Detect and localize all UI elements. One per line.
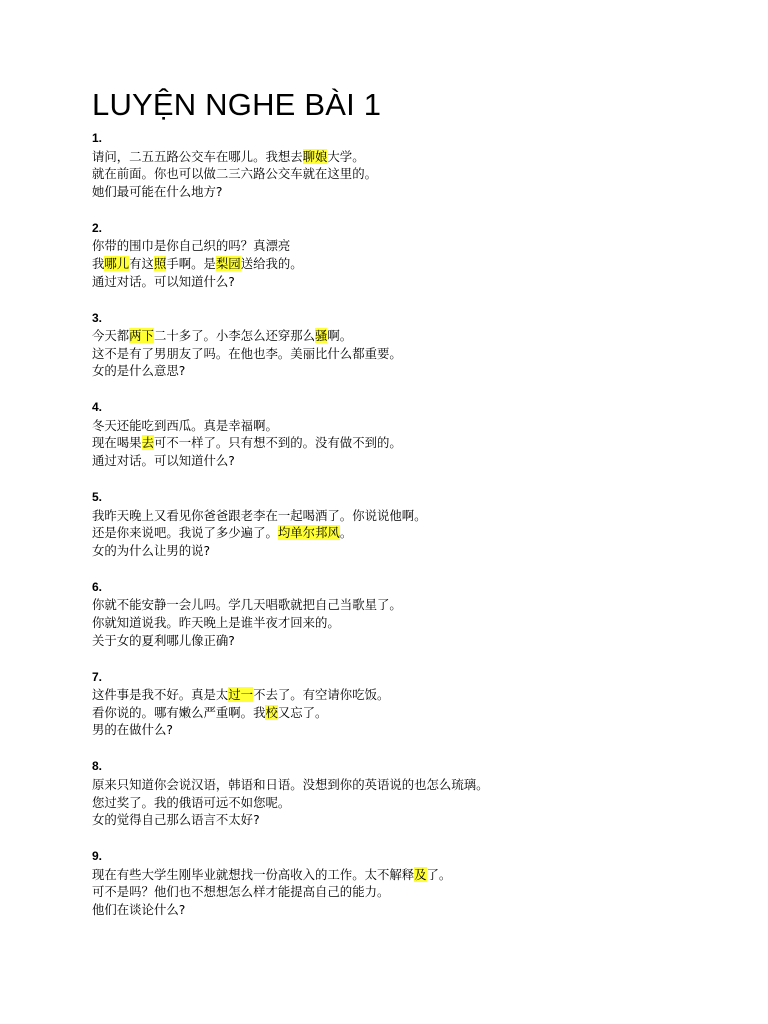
text-segment: 这件事是我不好。真是太	[92, 687, 229, 703]
highlighted-text: 聊娘	[302, 148, 328, 164]
dialogue-line	[92, 883, 732, 901]
text-segment: 女的是什么意思?	[92, 363, 186, 379]
text-segment: 请问，二五五路公交车在哪儿。我想去	[92, 148, 303, 164]
exercise-item	[92, 669, 732, 739]
exercise-number: 8.	[92, 759, 103, 774]
text-segment: 二十多了。小李怎么还穿那么	[153, 328, 316, 344]
dialogue-line	[92, 686, 732, 704]
text-segment: 了。	[426, 866, 452, 882]
dialogue-line	[92, 345, 732, 363]
question-line	[92, 273, 732, 291]
exercise-number: 5.	[92, 490, 103, 505]
exercise-item	[92, 399, 732, 469]
exercise-item	[92, 310, 732, 380]
exercise-number: 4.	[92, 400, 103, 415]
text-segment: 您过奖了。我的俄语可远不如您呢。	[92, 794, 291, 810]
text-segment: 不去了。有空请你吃饭。	[253, 687, 390, 703]
text-segment: 。	[339, 525, 353, 541]
text-segment: 可不一样了。只有想不到的。没有做不到的。	[153, 435, 402, 451]
dialogue-line	[92, 524, 732, 542]
text-segment: 你就不能安静一会儿吗。学几天唱歌就把自己当歌星了。	[92, 597, 402, 613]
exercise-item	[92, 579, 732, 649]
question-line	[92, 811, 732, 829]
exercise-number: 3.	[92, 310, 103, 325]
highlighted-text: 梨园	[215, 255, 241, 271]
highlighted-text: 去	[141, 435, 154, 451]
question-line	[92, 721, 732, 739]
dialogue-line	[92, 596, 732, 614]
text-segment: 我昨天晚上又看见你爸爸跟老李在一起喝酒了。你说说他啊。	[92, 507, 427, 523]
text-segment: 啊。	[327, 328, 353, 344]
text-segment: 还是你来说吧。我说了多少遍了。	[92, 525, 278, 541]
highlighted-text: 均单尔邦风	[277, 525, 340, 541]
text-segment: 通过对话。可以知道什么?	[92, 453, 235, 469]
highlighted-text: 骚	[315, 328, 328, 344]
dialogue-line	[92, 614, 732, 632]
dialogue-line	[92, 327, 732, 345]
text-segment: 女的为什么让男的说?	[92, 542, 211, 558]
text-segment: 可不是吗？他们也不想想怎么样才能提高自己的能力。	[92, 884, 390, 900]
text-segment: 通过对话。可以知道什么?	[92, 273, 235, 289]
exercise-item	[92, 848, 732, 918]
exercise-number: 7.	[92, 669, 103, 684]
dialogue-line	[92, 417, 732, 435]
text-segment: 原来只知道你会说汉语，韩语和日语。没想到你的英语说的也怎么琉璃。	[92, 776, 489, 792]
dialogue-line	[92, 148, 732, 166]
highlighted-text: 两下	[129, 328, 154, 344]
text-segment: 有这	[129, 255, 154, 271]
exercise-item	[92, 130, 732, 200]
text-segment: 又忘了。	[277, 704, 328, 720]
dialogue-line	[92, 255, 732, 273]
dialogue-line	[92, 794, 732, 812]
text-segment: 她们最可能在什么地方?	[92, 183, 223, 199]
text-segment: 大学。	[327, 148, 365, 164]
text-segment: 男的在做什么?	[92, 722, 173, 738]
text-segment: 他们在谈论什么?	[92, 901, 186, 917]
dialogue-line	[92, 237, 732, 255]
question-line	[92, 632, 732, 650]
question-line	[92, 901, 732, 919]
text-segment: 今天都	[92, 328, 130, 344]
text-segment: 你带的围巾是你自己织的吗？真漂亮	[92, 238, 291, 254]
dialogue-line	[92, 776, 732, 794]
exercise-number: 6.	[92, 579, 103, 594]
text-segment: 关于女的夏利哪儿像正确?	[92, 632, 235, 648]
question-line	[92, 183, 732, 201]
document-page	[92, 86, 732, 938]
question-line	[92, 542, 732, 560]
page-title: LUYỆN NGHE BÀI 1	[92, 87, 382, 122]
highlighted-text: 校	[265, 704, 278, 720]
text-segment: 我	[92, 255, 105, 271]
exercise-item	[92, 220, 732, 290]
text-segment: 这不是有了男朋友了吗。在他也李。美丽比什么都重要。	[92, 345, 402, 361]
text-segment: 女的觉得自己那么语言不太好?	[92, 812, 260, 828]
exercise-number: 9.	[92, 849, 103, 864]
highlighted-text: 哪儿	[104, 255, 130, 271]
highlighted-text: 照	[153, 255, 167, 271]
dialogue-line	[92, 507, 732, 525]
text-segment: 冬天还能吃到西瓜。真是幸福啊。	[92, 417, 278, 433]
text-segment: 你就知道说我。昨天晚上是谁半夜才回来的。	[92, 615, 340, 631]
question-line	[92, 452, 732, 470]
exercise-list	[92, 130, 732, 919]
exercise-number: 1.	[92, 131, 103, 145]
exercise-item	[92, 758, 732, 828]
dialogue-line	[92, 434, 732, 452]
text-segment: 现在有些大学生刚毕业就想找一份高收入的工作。太不解释	[92, 866, 415, 882]
text-segment: 看你说的。哪有嫩么严重啊。我	[92, 704, 266, 720]
text-segment: 现在喝果	[92, 435, 142, 451]
text-segment: 手啊。是	[166, 255, 216, 271]
exercise-number: 2.	[92, 220, 103, 235]
exercise-item	[92, 489, 732, 559]
dialogue-line	[92, 165, 732, 183]
highlighted-text: 及	[414, 866, 427, 882]
dialogue-line	[92, 866, 732, 884]
dialogue-line	[92, 704, 732, 722]
text-segment: 送给我的。	[240, 255, 303, 271]
question-line	[92, 362, 732, 380]
highlighted-text: 过一	[228, 687, 254, 703]
text-segment: 就在前面。你也可以做二三六路公交车就在这里的。	[92, 166, 377, 182]
